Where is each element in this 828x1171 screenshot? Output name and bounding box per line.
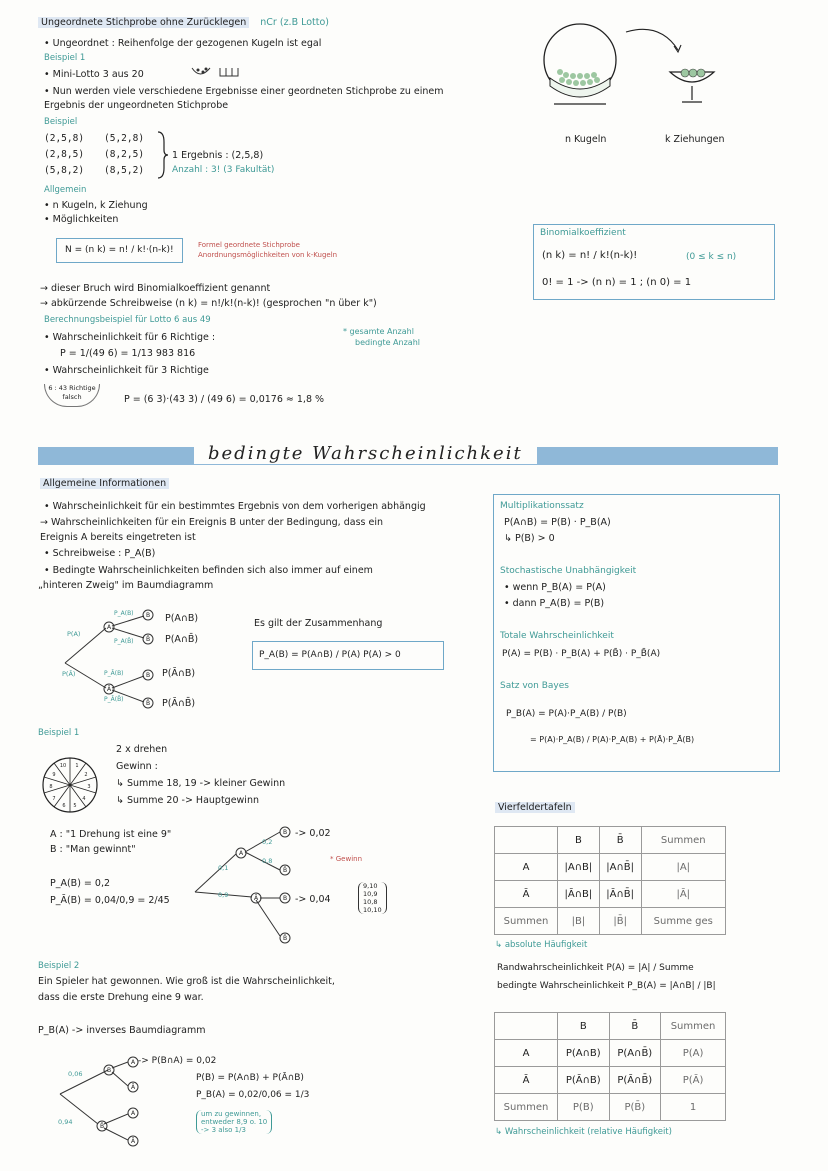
conditional-formula-box: P_A(B) = P(A∩B) / P(A) P(A) > 0 — [252, 641, 444, 670]
abs-haeufigkeit-note: ↳ absolute Häufigkeit — [495, 940, 588, 950]
wheel-branch-02: 0,2 — [262, 838, 273, 846]
beispiel2-line1: -> P(B∩A) = 0,02 — [138, 1056, 217, 1066]
svg-text:A: A — [130, 1110, 136, 1117]
vierfelder-title: Vierfeldertafeln — [495, 802, 575, 813]
total-title: Totale Wahrscheinlichkeit — [500, 631, 614, 641]
wheel-line1: 2 x drehen — [116, 744, 168, 755]
svg-text:B̄: B̄ — [145, 636, 151, 643]
tree-result-2: P(A∩B̄) — [165, 634, 199, 645]
beispiel2-line3: P_B(A) = 0,02/0,06 = 1/3 — [196, 1090, 310, 1100]
bayes-title: Satz von Bayes — [500, 681, 569, 691]
rules-box — [493, 494, 780, 772]
svg-text:B̄: B̄ — [282, 935, 288, 942]
wheel-line2: Gewinn : — [116, 761, 158, 772]
wheel-number-5: 5 — [73, 803, 77, 809]
svg-text:Ā: Ā — [106, 686, 112, 693]
section2-title-wrap — [40, 477, 169, 490]
mult-line1: P(A∩B) = P(B) · P_B(A) — [504, 517, 611, 528]
richtige-falsch-sketch: 6 : 43 Richtige falsch — [44, 384, 100, 407]
banner-title: bedingte Wahrscheinlichkeit — [194, 443, 537, 464]
wheel-line4: ↳ Summe 20 -> Hauptgewinn — [116, 795, 259, 806]
a-definition: A : "1 Drehung ist eine 9" — [50, 829, 172, 840]
minilotto: • Mini-Lotto 3 aus 20 — [44, 69, 144, 80]
tree-second-2: P_A(B̄) — [114, 638, 134, 645]
mult-line2: ↳ P(B) > 0 — [504, 533, 555, 544]
anzahl: Anzahl : 3! (3 Fakultät) — [172, 165, 275, 175]
wheel-branch-09: 0,9 — [218, 891, 229, 899]
wheel-number-2: 2 — [84, 772, 88, 778]
svg-text:B: B — [145, 672, 151, 679]
beispiel2-line2: P(B) = P(A∩B) + P(Ā∩B) — [196, 1073, 304, 1083]
mult-title: Multiplikationssatz — [500, 501, 584, 511]
wheel-number-3: 3 — [87, 784, 91, 790]
ergebnis: 1 Ergebnis : (2,5,8) — [172, 150, 264, 161]
info-b2a: → Wahrscheinlichkeiten für ein Ereignis B unter der Bedingung, dass ein — [40, 517, 384, 528]
svg-text:A: A — [106, 624, 112, 631]
spinning-wheel-icon — [40, 755, 100, 815]
bayes-line1: P_B(A) = P(A)·P_A(B) / P(B) — [506, 709, 627, 719]
sum-pairs: 9,10 10,9 10,8 10,10 — [358, 882, 387, 914]
beispiel2-note: um zu gewinnen, entweder 8,9 o. 10 -> 3 also 1/3 — [196, 1110, 272, 1134]
wheel-number-7: 7 — [52, 796, 56, 802]
section1-title-row — [38, 16, 329, 29]
allgemein-label: Allgemein — [44, 185, 87, 195]
tree-first-PA: P(A) — [67, 630, 81, 638]
svg-text:B: B — [282, 895, 288, 902]
stoch-title: Stochastische Unabhängigkeit — [500, 566, 637, 576]
k-ziehungen-label: k Ziehungen — [665, 134, 725, 145]
tree-diagram-general — [40, 608, 160, 718]
tree-second-4: P_Ā(B̄) — [104, 696, 124, 703]
curly-brace-icon — [156, 130, 170, 180]
beispiel2-q2: dass die erste Drehung eine 9 war. — [38, 992, 204, 1003]
tree-result-1: P(A∩B) — [165, 613, 199, 624]
section1-title: Ungeordnete Stichprobe ohne Zurücklegen — [38, 17, 249, 28]
tree-second-3: P_Ā(B) — [104, 670, 124, 677]
beispiel-label: Beispiel — [44, 117, 78, 127]
n-kugeln-label: n Kugeln — [565, 134, 607, 145]
svg-text:B̄: B̄ — [99, 1123, 105, 1130]
triples-col1: (2,5,8) (2,8,5) (5,8,2) — [44, 133, 85, 176]
inverse-branch-006: 0,06 — [68, 1070, 83, 1078]
svg-text:B: B — [282, 829, 288, 836]
gewinn-note: * Gewinn — [330, 855, 363, 863]
svg-text:B̄: B̄ — [145, 700, 151, 707]
info-b3: • Schreibweise : P_A(B) — [44, 548, 156, 559]
zusammenhang-label: Es gilt der Zusammenhang — [254, 618, 383, 629]
info-b4a: • Bedingte Wahrscheinlichkeiten befinden sich also immer auf einem — [44, 565, 373, 576]
bullet-3-richtige: • Wahrscheinlichkeit für 3 Richtige — [44, 365, 209, 376]
arrow-schreibweise: → abkürzende Schreibweise (n k) = n!/k!(n-k)! (gesprochen "n über k") — [40, 298, 377, 309]
info-b1: • Wahrscheinlichkeit für ein bestimmtes Ergebnis von dem vorherigen abhängig — [44, 501, 426, 512]
tree-diagram-wheel — [190, 822, 300, 948]
wheel-branch-01: 0,1 — [218, 864, 229, 872]
wheel-number-9: 9 — [52, 772, 56, 778]
wheel-number-4: 4 — [82, 796, 86, 802]
b-definition: B : "Man gewinnt" — [50, 844, 136, 855]
wheel-number-6: 6 — [62, 803, 66, 809]
pabar-value: P_Ā(B) = 0,04/0,9 = 2/45 — [50, 895, 170, 906]
beispiel1-wheel-label: Beispiel 1 — [38, 728, 80, 738]
svg-text:Ā: Ā — [130, 1138, 136, 1145]
tree-result-3: P(Ā∩B) — [162, 668, 196, 679]
bullet-moeglichkeiten: • Möglichkeiten — [44, 214, 119, 225]
beispiel1-label: Beispiel 1 — [44, 53, 86, 63]
inverse-branch-094: 0,94 — [58, 1118, 73, 1126]
arrow-binomial: → dieser Bruch wird Binomialkoeffizient genannt — [40, 283, 271, 294]
urn-illustration — [540, 20, 730, 115]
bullet-ungeordnet: • Ungeordnet : Reihenfolge der gezogenen Kugeln ist egal — [44, 38, 322, 49]
bullet-kugeln: • n Kugeln, k Ziehung — [44, 200, 148, 211]
triples-col2: (5,2,8) (8,2,5) (8,5,2) — [104, 133, 145, 176]
bullet-6-richtige: • Wahrscheinlichkeit für 6 Richtige : — [44, 332, 216, 343]
binom-special-cases: 0! = 1 -> (n n) = 1 ; (n 0) = 1 — [542, 277, 692, 288]
bullet-viele-ergebnisse: • Nun werden viele verschiedene Ergebnisse einer geordneten Stichprobe zu einem — [44, 86, 444, 97]
vierfelder-title-wrap — [495, 801, 575, 814]
total-line1: P(A) = P(B) · P_B(A) + P(B̄) · P_B̄(A) — [502, 649, 661, 659]
p3-formula: P = (6 3)·(43 3) / (49 6) = 0,0176 ≈ 1,8 % — [124, 394, 325, 405]
svg-text:B̄: B̄ — [282, 867, 288, 874]
wheel-number-8: 8 — [49, 784, 53, 790]
wheel-branch-08: 0,8 — [262, 857, 273, 865]
lotto-example-label: Berechnungsbeispiel für Lotto 6 aus 49 — [44, 315, 211, 325]
gesamt-note: * gesamte Anzahl bedingte Anzahl — [343, 327, 420, 347]
formula-notes: Formel geordnete Stichprobe Anordnungsmöglichkeiten von k-Kugeln — [198, 241, 338, 259]
urn-sketch-icon — [190, 62, 242, 82]
pa-value: P_A(B) = 0,2 — [50, 878, 111, 889]
p6-formula: P = 1/(49 6) = 1/13 983 816 — [60, 348, 196, 359]
binom-title: Binomialkoeffizient — [540, 228, 626, 238]
formula-N-box: N = (n k) = n! / k!·(n-k)! — [56, 238, 183, 263]
bedingte-wahrscheinlichkeit: bedingte Wahrscheinlichkeit P_B(A) = |A∩B| / |B| — [497, 981, 716, 991]
bullet-viele-ergebnisse-cont: Ergebnis der ungeordneten Stichprobe — [44, 100, 229, 111]
binom-formula: (n k) = n! / k!(n-k)! — [542, 250, 638, 261]
tree-result-4: P(Ā∩B̄) — [162, 698, 196, 709]
svg-text:Ā: Ā — [130, 1084, 136, 1091]
svg-text:B: B — [106, 1067, 112, 1074]
vierfelder-table-abs: B B̄ Summen A |A∩B| |A∩B̄| |A| Ā |Ā∩B| |Ā∩B̄| |Ā| Summen |B| |B̄| Summe ges — [494, 826, 726, 935]
svg-text:A: A — [238, 850, 244, 857]
tree-first-PAbar: P(Ā) — [62, 670, 76, 678]
stoch-line2: • dann P_A(B) = P(B) — [504, 598, 605, 609]
wheel-result-002: -> 0,02 — [295, 828, 331, 839]
section1-title-note: nCr (z.B Lotto) — [260, 17, 330, 28]
wheel-result-004: -> 0,04 — [295, 894, 331, 905]
vierfelder-table-rel: B B̄ Summen A P(A∩B) P(A∩B̄) P(A) Ā P(Ā∩B) P(Ā∩B̄) P(Ā) Summen P(B) P(B̄) 1 — [494, 1012, 726, 1121]
beispiel2-inverse: P_B(A) -> inverses Baumdiagramm — [38, 1025, 206, 1036]
svg-text:A: A — [130, 1059, 136, 1066]
binomialkoeffizient-box — [533, 224, 775, 300]
svg-text:B: B — [145, 612, 151, 619]
beispiel2-q1: Ein Spieler hat gewonnen. Wie groß ist die Wahrscheinlichkeit, — [38, 976, 335, 987]
randwahrscheinlichkeit: Randwahrscheinlichkeit P(A) = |A| / Summe — [497, 963, 694, 973]
info-b4b: „hinteren Zweig" im Baumdiagramm — [38, 580, 214, 591]
section2-title: Allgemeine Informationen — [40, 478, 169, 489]
tree-diagram-inverse — [56, 1050, 146, 1150]
binom-range: (0 ≤ k ≤ n) — [686, 252, 737, 262]
bayes-line2: = P(A)·P_A(B) / P(A)·P_A(B) + P(Ā)·P_Ā(B) — [530, 735, 695, 744]
rel-haeufigkeit-note: ↳ Wahrscheinlichkeit (relative Häufigkeit) — [495, 1127, 672, 1137]
wheel-line3: ↳ Summe 18, 19 -> kleiner Gewinn — [116, 778, 286, 789]
wheel-number-10: 10 — [59, 763, 67, 769]
wheel-number-1: 1 — [75, 763, 79, 769]
tree-second-1: P_A(B) — [114, 610, 134, 617]
section-banner — [38, 443, 778, 465]
info-b2b: Ereignis A bereits eingetreten ist — [40, 532, 196, 543]
beispiel2-label: Beispiel 2 — [38, 961, 80, 971]
svg-text:Ā: Ā — [253, 895, 259, 902]
stoch-line1: • wenn P_B(A) = P(A) — [504, 582, 606, 593]
